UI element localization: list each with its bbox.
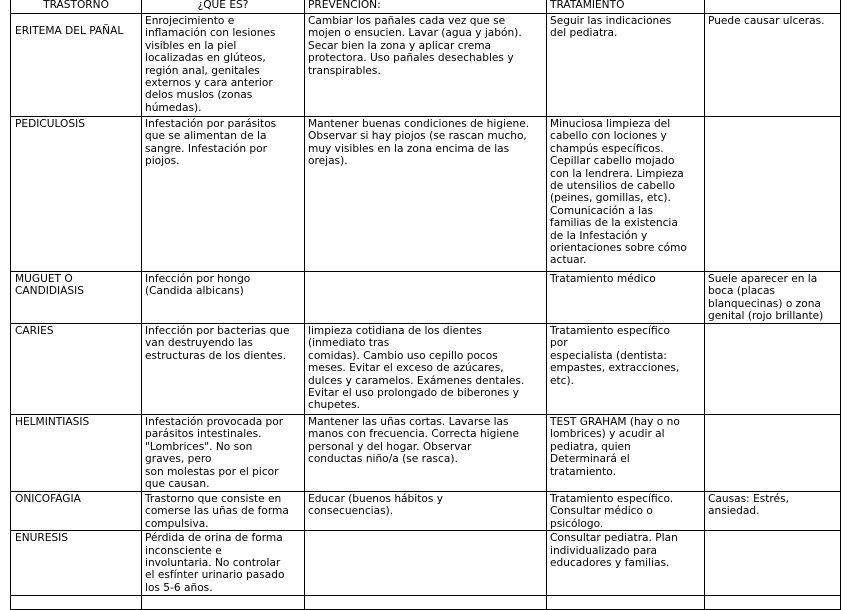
header-prevention: PREVENCIÓN: [305, 0, 547, 14]
disorder-description: Infestación provocada por parásitos intestinales. "Lombrices". No son graves, pero son molestas por el picor que causan. [142, 415, 305, 492]
table-row [11, 492, 841, 531]
disorder-prevention: Educar (buenos hábitos y consecuencias). [305, 492, 547, 531]
disorder-treatment: Tratamiento específico por especialista (dentista: empastes, extracciones, etc). [547, 324, 705, 415]
disorder-notes: Suele aparecer en la boca (placas blanquecinas) o zona genital (rojo brillante) [705, 272, 841, 324]
empty-cell [305, 596, 547, 610]
header-notes [705, 0, 841, 14]
table-row [11, 531, 841, 596]
empty-cell [11, 596, 142, 610]
disorder-treatment: TEST GRAHAM (hay o no lombrices) y acudir al pediatra, quien Determinará el tratamiento. [547, 415, 705, 492]
disorder-treatment: Minuciosa limpieza del cabello con lociones y champús específicos. Cepillar cabello mojado con la lendrera. Limpieza de utensilios de cabello (peines, gomillas, etc). Comunicación a las familias de la existencia de la Infestación y orientaciones sobre cómo actuar. [547, 117, 705, 272]
disorder-prevention [305, 272, 547, 324]
empty-cell [705, 596, 841, 610]
disorder-notes: Causas: Estrés, ansiedad. [705, 492, 841, 531]
disorder-description: Infección por hongo (Candida albicans) [142, 272, 305, 324]
disorder-name: ERITEMA DEL PAÑAL [11, 14, 142, 117]
disorders-table [10, 0, 841, 610]
disorder-prevention: limpieza cotidiana de los dientes (inmediato tras comidas). Cambio uso cepillo pocos meses. Evitar el exceso de azúcares, dulces y caramelos. Exámenes dentales. Evitar el uso prolongado de biberones y chupetes. [305, 324, 547, 415]
header-treatment: TRATAMIENTO [547, 0, 705, 14]
disorder-notes [705, 117, 841, 272]
disorder-notes [705, 531, 841, 596]
disorder-name: ENURESIS [11, 531, 142, 596]
empty-cell [547, 596, 705, 610]
disorder-notes [705, 415, 841, 492]
disorder-description: Enrojecimiento e inflamación con lesiones visibles en la piel localizadas en glúteos, región anal, genitales externos y cara anterior delos muslos (zonas húmedas). [142, 14, 305, 117]
disorder-description: Infestación por parásitos que se alimentan de la sangre. Infestación por piojos. [142, 117, 305, 272]
disorder-treatment: Consultar pediatra. Plan individualizado para educadores y familias. [547, 531, 705, 596]
disorder-name: CARIES [11, 324, 142, 415]
table-row-cutoff [11, 596, 841, 610]
disorder-treatment: Tratamiento específico. Consultar médico o psicólogo. [547, 492, 705, 531]
disorder-notes [705, 324, 841, 415]
disorder-name: PEDICULOSIS [11, 117, 142, 272]
table-row [11, 272, 841, 324]
table-row [11, 14, 841, 117]
disorder-prevention: Mantener las uñas cortas. Lavarse las manos con frecuencia. Correcta higiene personal y del hogar. Observar conductas niño/a (se rasca). [305, 415, 547, 492]
disorder-name: HELMINTIASIS [11, 415, 142, 492]
disorder-description: Trastorno que consiste en comerse las uñas de forma compulsiva. [142, 492, 305, 531]
disorder-notes: Puede causar ulceras. [705, 14, 841, 117]
disorder-description: Infección por bacterias que van destruyendo las estructuras de los dientes. [142, 324, 305, 415]
header-row [11, 0, 841, 14]
disorder-prevention: Cambiar los pañales cada vez que se mojen o ensucien. Lavar (agua y jabón). Secar bien la zona y aplicar crema protectora. Uso pañales desechables y transpirables. [305, 14, 547, 117]
disorder-name: ONICOFAGIA [11, 492, 142, 531]
disorder-name: MUGUET O CANDIDIASIS [11, 272, 142, 324]
header-disorder: TRASTORNO [11, 0, 142, 14]
disorder-prevention [305, 531, 547, 596]
disorder-treatment: Seguir las indicaciones del pediatra. [547, 14, 705, 117]
disorder-prevention: Mantener buenas condiciones de higiene. Observar si hay piojos (se rascan mucho, muy visibles en la zona encima de las orejas). [305, 117, 547, 272]
disorder-description: Pérdida de orina de forma inconsciente e involuntaria. No controlar el esfínter urinario pasado los 5-6 años. [142, 531, 305, 596]
empty-cell [142, 596, 305, 610]
table-row [11, 415, 841, 492]
disorder-treatment: Tratamiento médico [547, 272, 705, 324]
table-row [11, 324, 841, 415]
header-what-is: ¿QUÉ ES? [142, 0, 305, 14]
table-row [11, 117, 841, 272]
